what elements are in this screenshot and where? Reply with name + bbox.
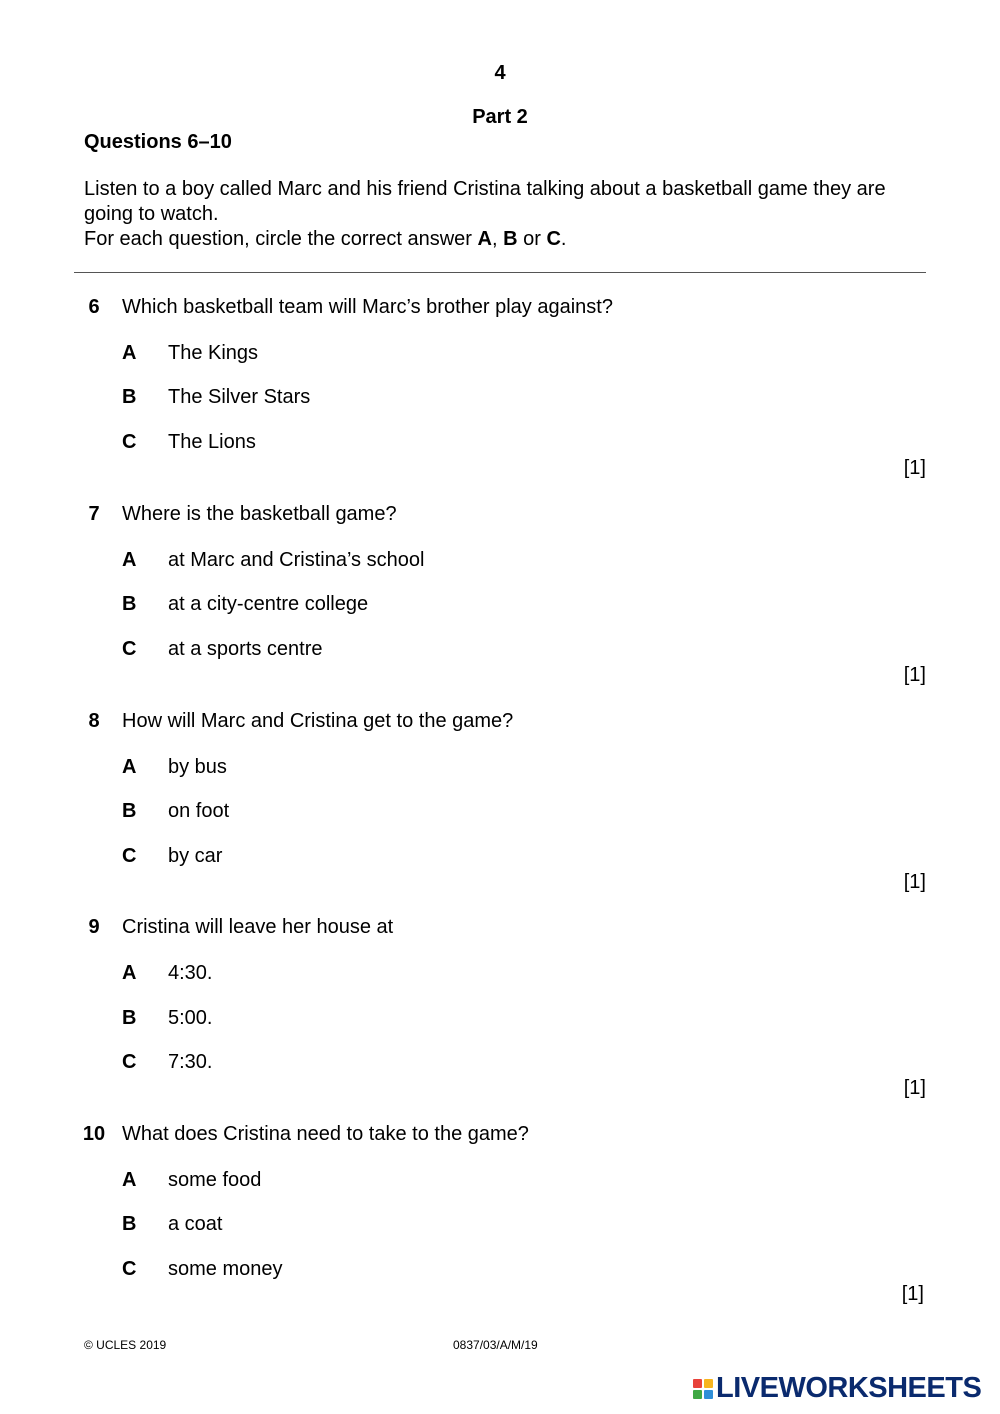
option-letter: A <box>122 549 137 571</box>
option-text: at a city-centre college <box>168 593 369 615</box>
instructions-line-1: Listen to a boy called Marc and his friend Cristina talking about a basketball game they are going to watch. <box>84 178 886 225</box>
option-b[interactable] <box>122 593 722 619</box>
question-mark: [1] <box>903 871 926 893</box>
instructions-line-2 <box>84 227 914 252</box>
option-c[interactable] <box>122 431 722 457</box>
option-text: 5:00. <box>168 1007 213 1029</box>
page-number: 4 <box>494 62 506 84</box>
option-b[interactable] <box>122 1213 722 1239</box>
question-6 <box>0 296 1000 496</box>
option-a[interactable] <box>122 549 722 575</box>
option-letter: B <box>122 386 137 408</box>
option-letter: C <box>122 431 137 453</box>
option-letter: A <box>122 962 137 984</box>
logo-tile-blue <box>704 1390 713 1399</box>
questions-range-heading: Questions 6–10 <box>84 131 232 153</box>
option-text: by bus <box>168 756 227 778</box>
option-text: at Marc and Cristina’s school <box>168 549 425 571</box>
option-c[interactable] <box>122 1258 722 1284</box>
instructions-period: . <box>560 228 567 250</box>
option-text: at a sports centre <box>168 638 323 660</box>
logo-tile-yellow <box>704 1379 713 1388</box>
option-text: a coat <box>168 1213 223 1235</box>
part-title: Part 2 <box>472 106 528 128</box>
question-number: 10 <box>82 1123 106 1145</box>
instructions-letter-c: C <box>546 228 561 250</box>
instructions <box>84 177 914 252</box>
question-number: 8 <box>88 710 100 732</box>
question-number: 6 <box>88 296 100 318</box>
question-mark: [1] <box>903 1077 926 1099</box>
footer-paper-code: 0837/03/A/M/19 <box>453 1338 538 1352</box>
option-a[interactable] <box>122 1169 722 1195</box>
instructions-letter-a: A <box>477 228 492 250</box>
option-letter: A <box>122 1169 137 1191</box>
question-number: 7 <box>88 503 100 525</box>
liveworksheets-logo[interactable] <box>693 1374 981 1403</box>
option-text: on foot <box>168 800 230 822</box>
option-c[interactable] <box>122 845 722 871</box>
option-a[interactable] <box>122 962 722 988</box>
divider <box>74 272 926 273</box>
option-a[interactable] <box>122 756 722 782</box>
liveworksheets-grid-icon <box>693 1379 713 1399</box>
option-text: some food <box>168 1169 262 1191</box>
question-mark: [1] <box>903 664 926 686</box>
option-text: The Kings <box>168 342 259 364</box>
question-7 <box>0 503 1000 703</box>
liveworksheets-wordmark: LIVEWORKSHEETS <box>716 1372 982 1404</box>
option-text: The Silver Stars <box>168 386 311 408</box>
option-c[interactable] <box>122 638 722 664</box>
option-text: some money <box>168 1258 283 1280</box>
instructions-or: or <box>517 228 547 250</box>
option-text: 7:30. <box>168 1051 213 1073</box>
option-b[interactable] <box>122 386 722 412</box>
question-text: What does Cristina need to take to the game? <box>122 1123 529 1145</box>
instructions-line-2-text: For each question, circle the correct answer <box>84 228 478 250</box>
question-text: Where is the basketball game? <box>122 503 397 525</box>
question-8 <box>0 710 1000 910</box>
option-text: The Lions <box>168 431 256 453</box>
option-letter: C <box>122 1258 137 1280</box>
option-text: 4:30. <box>168 962 213 984</box>
question-text: How will Marc and Cristina get to the game? <box>122 710 514 732</box>
question-mark: [1] <box>901 1283 924 1305</box>
question-text: Which basketball team will Marc’s brother play against? <box>122 296 613 318</box>
option-c[interactable] <box>122 1051 722 1077</box>
question-10 <box>0 1123 1000 1323</box>
option-letter: B <box>122 593 137 615</box>
option-a[interactable] <box>122 342 722 368</box>
option-letter: A <box>122 342 137 364</box>
question-text: Cristina will leave her house at <box>122 916 394 938</box>
option-b[interactable] <box>122 1007 722 1033</box>
logo-tile-green <box>693 1390 702 1399</box>
footer-copyright: © UCLES 2019 <box>84 1338 167 1352</box>
option-letter: C <box>122 845 137 867</box>
option-letter: C <box>122 1051 137 1073</box>
option-letter: B <box>122 800 137 822</box>
option-b[interactable] <box>122 800 722 826</box>
option-letter: B <box>122 1213 137 1235</box>
option-letter: A <box>122 756 137 778</box>
instructions-letter-b: B <box>503 228 518 250</box>
option-letter: C <box>122 638 137 660</box>
question-mark: [1] <box>903 457 926 479</box>
option-text: by car <box>168 845 223 867</box>
logo-tile-red <box>693 1379 702 1388</box>
question-number: 9 <box>88 916 100 938</box>
instructions-comma: , <box>491 228 504 250</box>
option-letter: B <box>122 1007 137 1029</box>
question-9 <box>0 916 1000 1116</box>
